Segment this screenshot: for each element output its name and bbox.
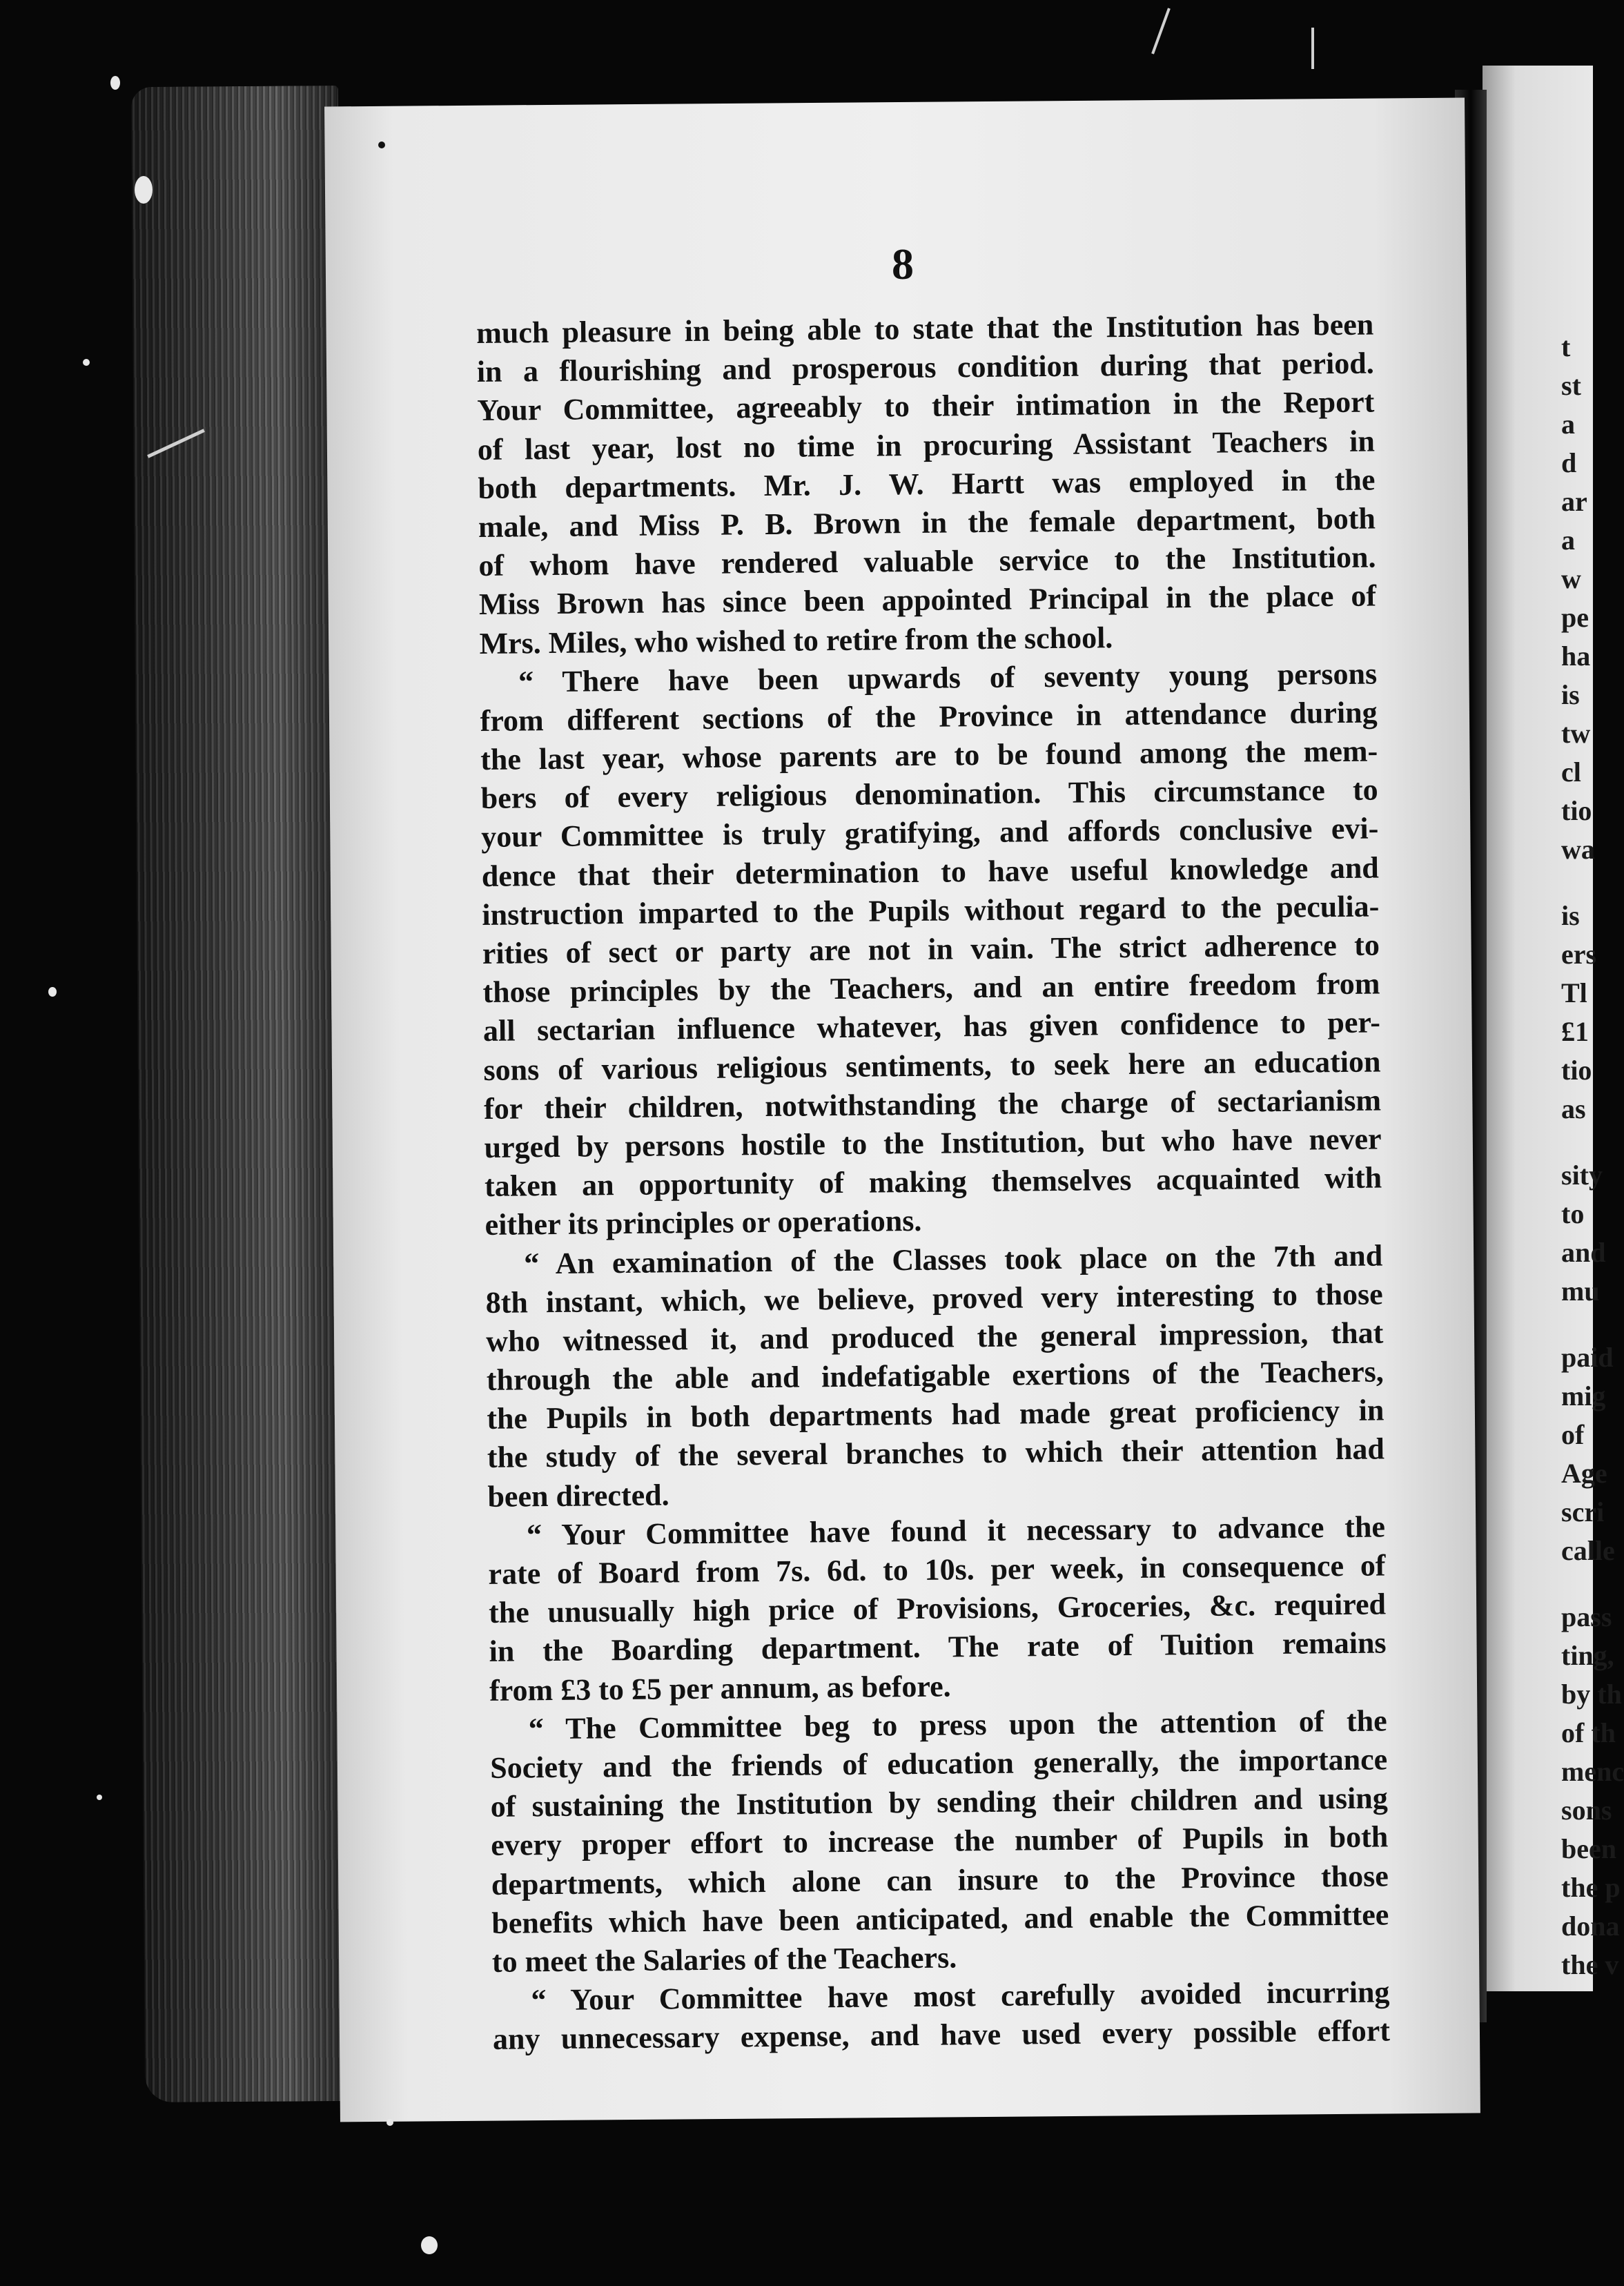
dust-speck <box>421 2236 438 2254</box>
text-line: urged by persons hostile to the Institution, but who have never <box>484 1122 1382 1164</box>
facing-page-fragment: of th <box>1561 1717 1616 1748</box>
book-page-edges <box>131 86 352 2102</box>
text-line: “ An examination of the Classes took place on the 7th and <box>523 1238 1383 1280</box>
facing-page-fragment: wa <box>1561 834 1595 865</box>
facing-page-fragment: scri <box>1561 1496 1605 1527</box>
text-line: all sectarian influence whatever, has given confidence to per- <box>482 1005 1381 1048</box>
facing-page-fragment: Tl <box>1561 977 1587 1008</box>
facing-page-fragment: to <box>1561 1198 1585 1229</box>
facing-page-fragment: a <box>1561 409 1575 440</box>
facing-page-fragment: cl <box>1561 756 1581 788</box>
text-line: “ There have been upwards of seventy young persons <box>518 656 1378 699</box>
facing-page-fragment: of <box>1561 1419 1585 1450</box>
text-line: from £3 to £5 per annum, as before. <box>489 1669 951 1708</box>
text-line: the Pupils in both departments had made great proficiency in <box>487 1393 1385 1436</box>
facing-page-fragment: paid <box>1561 1342 1614 1373</box>
text-line: every proper effort to increase the number of Pupils in both <box>491 1819 1389 1863</box>
text-line: the study of the several branches to which their attention had <box>487 1432 1385 1475</box>
text-line: male, and Miss P. B. Brown in the female department, both <box>478 501 1376 544</box>
facing-page-fragment: £1 <box>1561 1016 1589 1047</box>
text-line: who witnessed it, and produced the general impression, that <box>486 1316 1384 1358</box>
ink-dot <box>378 141 385 148</box>
text-line: Your Committee, agreeably to their intimation in the Report <box>477 384 1375 428</box>
text-line: for their children, notwithstanding the charge of sectarianism <box>483 1083 1382 1126</box>
facing-page-fragment: ar <box>1561 486 1587 517</box>
text-line: rities of sect or party are not in vain. The strict adherence to <box>482 928 1380 970</box>
dust-speck <box>97 1795 102 1800</box>
text-line: departments, which alone can insure to the Province those <box>491 1858 1389 1902</box>
text-line: in a flourishing and prosperous condition during that period. <box>476 346 1374 389</box>
text-line: to meet the Salaries of the Teachers. <box>491 1940 957 1979</box>
facing-page-fragment: the p <box>1561 1872 1621 1903</box>
facing-page-fragment: ha <box>1561 641 1591 672</box>
text-line: either its principles or operations. <box>485 1204 922 1242</box>
text-line: rate of Board from 7s. 6d. to 10s. per week, in consequence of <box>488 1548 1386 1591</box>
facing-page-fragment: sons <box>1561 1795 1612 1826</box>
text-line: any unnecessary expense, and have used every possible effort <box>492 2013 1391 2057</box>
facing-page-fragment: dona <box>1561 1911 1620 1942</box>
text-line: the last year, whose parents are to be found among the mem- <box>480 734 1378 777</box>
facing-page-fragment: w <box>1561 563 1581 594</box>
text-line: of last year, lost no time in procuring Assistant Teachers in <box>477 424 1376 467</box>
facing-page-fragment: t <box>1561 331 1571 362</box>
facing-page-fragment: a <box>1561 525 1575 556</box>
facing-page-fragment: Age <box>1561 1458 1607 1489</box>
facing-page-fragment: mu <box>1561 1276 1600 1307</box>
scratch-mark <box>1311 28 1314 69</box>
dust-speck <box>110 76 120 90</box>
facing-page-fragment: calle <box>1561 1535 1615 1566</box>
text-line: from different sections of the Province in attendance during <box>480 695 1378 738</box>
text-line: instruction imparted to the Pupils without regard to the peculia- <box>482 889 1380 932</box>
facing-page-fragment: pe <box>1561 602 1589 633</box>
text-line: been directed. <box>487 1478 669 1514</box>
text-line: dence that their determination to have useful knowledge and <box>481 850 1379 893</box>
facing-page-fragment: as <box>1561 1093 1586 1124</box>
facing-page-fragment: d <box>1561 447 1577 478</box>
text-line: taken an opportunity of making themselves acquainted with <box>484 1160 1382 1204</box>
facing-page-fragment: tio <box>1561 1055 1592 1086</box>
text-line: “ The Committee beg to press upon the attention of the <box>528 1703 1387 1746</box>
facing-page-fragment: is <box>1561 900 1580 931</box>
facing-page-fragment: by th <box>1561 1679 1622 1710</box>
text-line: “ Your Committee have found it necessary to advance the <box>526 1510 1386 1552</box>
page-number: 8 <box>892 240 914 289</box>
facing-page-fragment: pass <box>1561 1601 1612 1632</box>
dust-speck <box>135 176 153 204</box>
text-line: “ Your Committee have most carefully avoided incurring <box>531 1975 1390 2018</box>
text-line: those principles by the Teachers, and an entire freedom from <box>482 966 1380 1010</box>
facing-page-fragment: ting, <box>1561 1640 1614 1671</box>
text-line: through the able and indefatigable exertions of the Teachers, <box>486 1354 1385 1397</box>
text-line: your Committee is truly gratifying, and affords conclusive evi- <box>481 811 1379 854</box>
facing-page-fragment: tw <box>1561 718 1591 749</box>
text-line: Society and the friends of education generally, the importance <box>489 1742 1388 1785</box>
dust-speck <box>83 359 90 366</box>
facing-page-fragment: mig <box>1561 1380 1606 1411</box>
facing-page-fragment: the v <box>1561 1949 1619 1980</box>
facing-page-fragment: is <box>1561 679 1580 710</box>
facing-page-fragment: sity <box>1561 1160 1603 1191</box>
dust-speck <box>48 987 57 997</box>
text-line: in the Boarding department. The rate of Tuition remains <box>489 1625 1387 1669</box>
text-line: benefits which have been anticipated, and enable the Committee <box>491 1897 1389 1940</box>
text-line: both departments. Mr. J. W. Hartt was employed in the <box>478 462 1376 505</box>
facing-page-fragment: been <box>1561 1833 1616 1864</box>
facing-page-fragment: st <box>1561 370 1581 401</box>
page-text <box>476 306 1390 2060</box>
facing-page-fragment: menc <box>1561 1756 1624 1787</box>
text-line: of whom have rendered valuable service to the Institution. <box>478 540 1376 583</box>
text-line: sons of various religious sentiments, to seek here an education <box>483 1044 1381 1087</box>
text-line: much pleasure in being able to state that the Institution has been <box>476 307 1374 350</box>
facing-page-fragment: ers <box>1561 939 1597 970</box>
text-line: of sustaining the Institution by sending their children and using <box>490 1781 1388 1824</box>
dust-speck <box>387 2119 393 2126</box>
text-line: Mrs. Miles, who wished to retire from the school. <box>479 620 1113 661</box>
text-line: 8th instant, which, we believe, proved very interesting to those <box>485 1277 1383 1320</box>
text-line: Miss Brown has since been appointed Principal in the place of <box>478 578 1377 622</box>
text-line: bers of every religious denomination. This circumstance to <box>480 772 1378 816</box>
text-line: the unusually high price of Provisions, Groceries, &c. required <box>488 1587 1387 1630</box>
facing-page-fragment: tio <box>1561 795 1592 826</box>
facing-page-fragment: and <box>1561 1237 1606 1268</box>
scratch-mark <box>1151 8 1171 54</box>
